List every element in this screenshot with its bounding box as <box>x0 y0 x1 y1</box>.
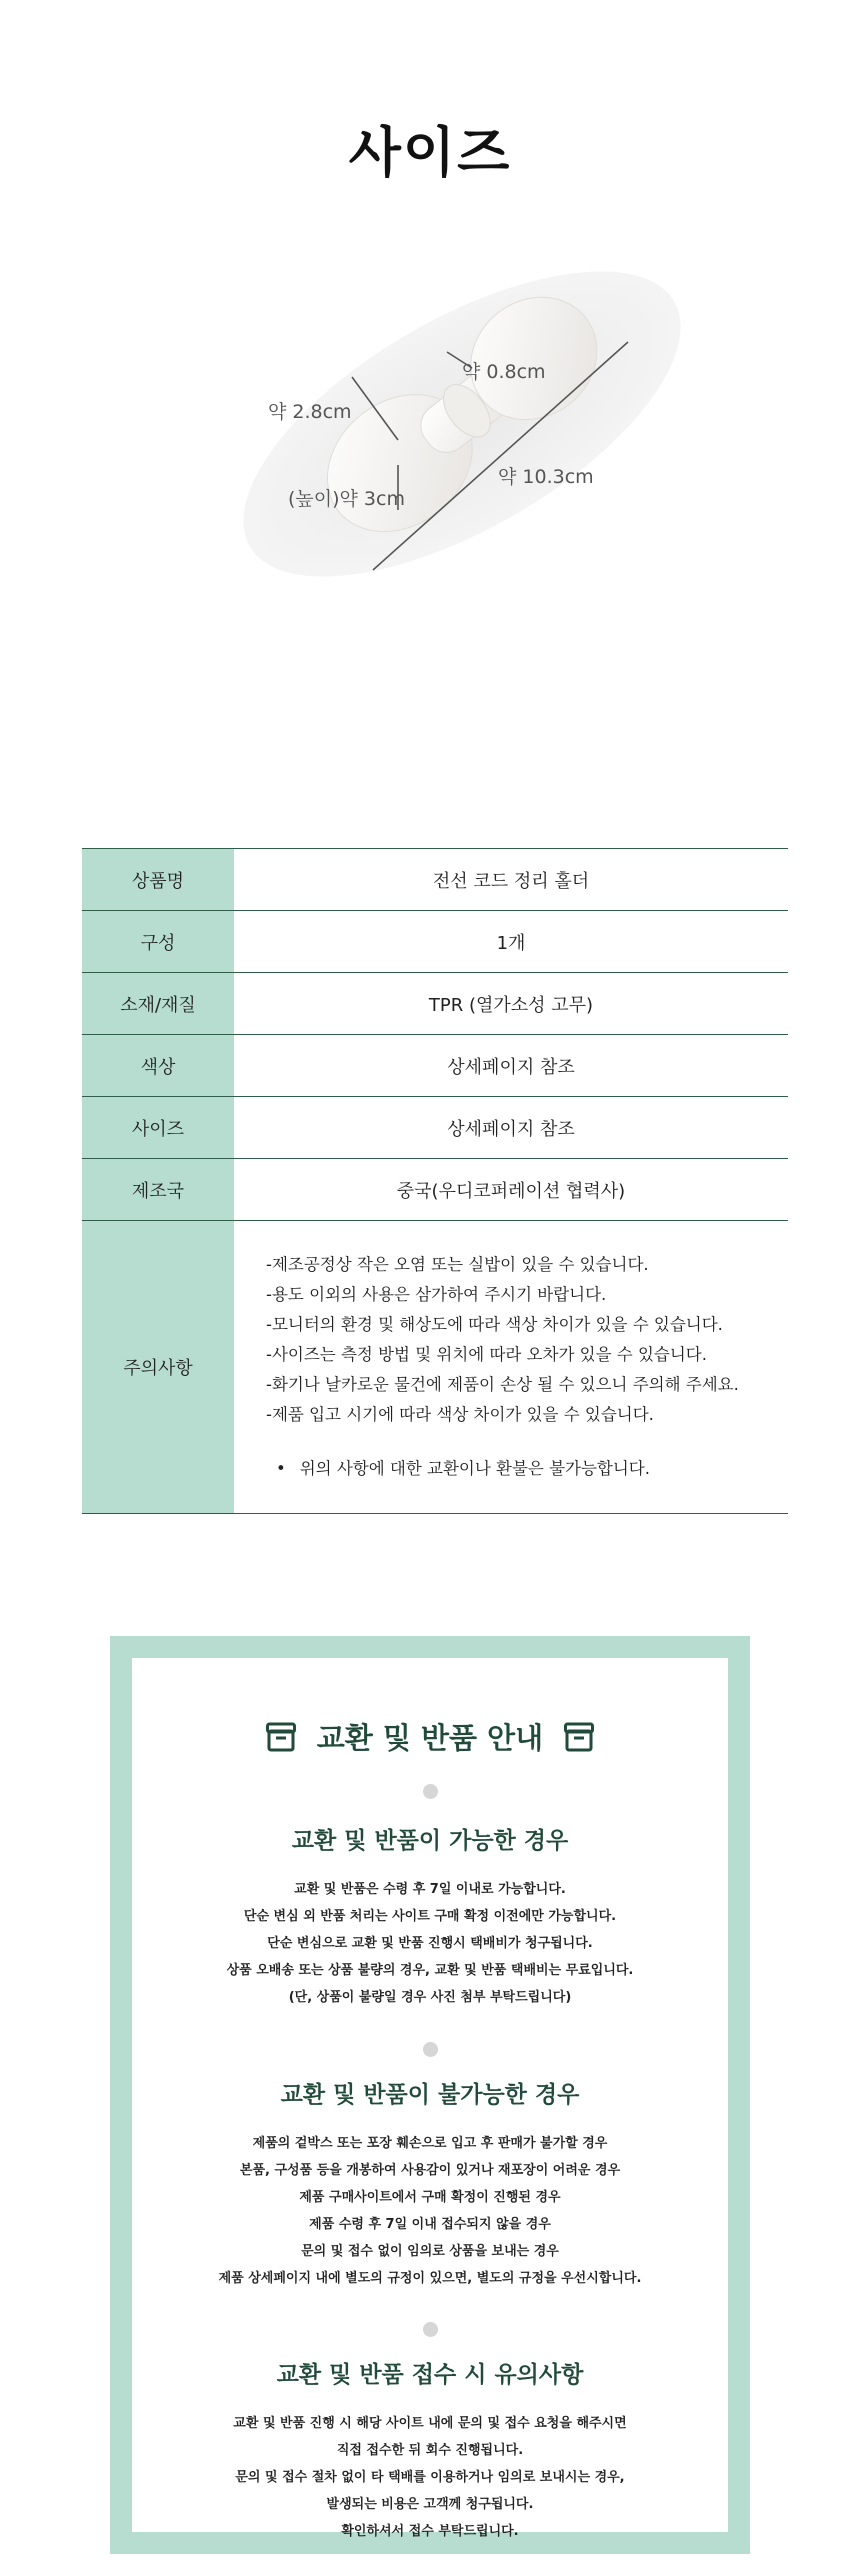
section-title-impossible: 교환 및 반품이 불가능한 경우 <box>280 2082 580 2108</box>
section-line: 본품, 구성품 등을 개봉하여 사용감이 있거나 재포장이 어려운 경우 <box>239 2163 621 2178</box>
exchange-return-inner <box>132 1658 728 2539</box>
spec-label: 소재/재질 <box>82 973 234 1035</box>
spec-row-material <box>82 973 788 1035</box>
section-body-impossible <box>132 2130 728 2292</box>
dim-length-label: 약 10.3cm <box>498 466 594 488</box>
dim-height-label: (높이)약 3cm <box>288 488 405 510</box>
spec-label: 색상 <box>82 1035 234 1097</box>
section-line: (단, 상품이 불량일 경우 사진 첨부 부탁드립니다) <box>288 1990 572 2005</box>
spec-value: 1개 <box>234 911 788 973</box>
exchange-return-box <box>110 1636 750 2554</box>
notice-line: -사이즈는 측정 방법 및 위치에 따라 오차가 있을 수 있습니다. <box>266 1345 707 1364</box>
section-body-possible <box>132 1876 728 2011</box>
spec-label: 제조국 <box>82 1159 234 1221</box>
section-line: 제품 수령 후 7일 이내 접수되지 않을 경우 <box>309 2217 551 2232</box>
section-line: 단순 변심 외 반품 처리는 사이트 구매 확정 이전에만 가능합니다. <box>243 1909 617 1924</box>
notice-cell <box>234 1221 788 1514</box>
spec-label: 구성 <box>82 911 234 973</box>
notice-line: -모니터의 환경 및 해상도에 따라 색상 차이가 있을 수 있습니다. <box>266 1315 723 1334</box>
section-line: 단순 변심으로 교환 및 반품 진행시 택배비가 청구됩니다. <box>267 1936 593 1951</box>
divider-dot <box>423 2042 438 2057</box>
spec-row-name <box>82 849 788 911</box>
section-line: 제품 구매사이트에서 구매 확정이 진행된 경우 <box>299 2190 561 2205</box>
section-line: 교환 및 반품 진행 시 해당 사이트 내에 문의 및 접수 요청을 해주시면 <box>233 2416 627 2431</box>
spec-value: 상세페이지 참조 <box>234 1097 788 1159</box>
section-body-caution <box>132 2410 728 2545</box>
section-line: 확인하셔서 접수 부탁드립니다. <box>341 2524 519 2539</box>
spec-label-notice: 주의사항 <box>82 1221 234 1514</box>
spec-value: 전선 코드 정리 홀더 <box>234 849 788 911</box>
spec-label: 사이즈 <box>82 1097 234 1159</box>
box-icon <box>564 1721 594 1753</box>
section-line: 문의 및 접수 없이 임의로 상품을 보내는 경우 <box>301 2244 559 2259</box>
notice-line: -제품 입고 시기에 따라 색상 차이가 있을 수 있습니다. <box>266 1405 654 1424</box>
size-title: 사이즈 <box>348 121 512 184</box>
divider-dot <box>423 1784 438 1799</box>
section-line: 교환 및 반품은 수령 후 7일 이내로 가능합니다. <box>294 1882 566 1897</box>
spec-label: 상품명 <box>82 849 234 911</box>
exchange-title: 교환 및 반품 안내 <box>316 1721 544 1755</box>
exchange-title-row <box>132 1716 728 1760</box>
section-line: 제품의 겉박스 또는 포장 훼손으로 입고 후 판매가 불가할 경우 <box>252 2136 608 2151</box>
box-icon <box>266 1721 296 1753</box>
notice-line: -제조공정상 작은 오염 또는 실밥이 있을 수 있습니다. <box>266 1255 649 1274</box>
spec-row-size <box>82 1097 788 1159</box>
product-size-figure <box>0 0 860 640</box>
section-line: 직접 접수한 뒤 회수 진행됩니다. <box>336 2443 524 2458</box>
spec-value: 중국(우디코퍼레이션 협력사) <box>234 1159 788 1221</box>
spec-row-origin <box>82 1159 788 1221</box>
section-line: 발생되는 비용은 고객께 청구됩니다. <box>326 2497 534 2512</box>
notice-line: -화기나 날카로운 물건에 제품이 손상 될 수 있으니 주의해 주세요. <box>266 1375 739 1394</box>
section-title-possible: 교환 및 반품이 가능한 경우 <box>291 1828 569 1854</box>
dim-gap-label: 약 0.8cm <box>462 361 546 383</box>
divider-dot <box>423 2322 438 2337</box>
notice-bullet: • 위의 사항에 대한 교환이나 환불은 불가능합니다. <box>266 1454 788 1484</box>
section-line: 상품 오배송 또는 상품 불량의 경우, 교환 및 반품 택배비는 무료입니다. <box>226 1963 634 1978</box>
spec-row-color <box>82 1035 788 1097</box>
spec-value: 상세페이지 참조 <box>234 1035 788 1097</box>
spec-table <box>82 848 788 1514</box>
section-line: 제품 상세페이지 내에 별도의 규정이 있으면, 별도의 규정을 우선시합니다. <box>218 2271 642 2286</box>
spec-row-notice <box>82 1221 788 1514</box>
section-line: 문의 및 접수 절차 없이 타 택배를 이용하거나 임의로 보내시는 경우, <box>235 2470 625 2485</box>
section-title-caution: 교환 및 반품 접수 시 유의사항 <box>276 2362 584 2388</box>
spec-row-composition <box>82 911 788 973</box>
dim-width-label: 약 2.8cm <box>268 401 352 423</box>
notice-line: -용도 이외의 사용은 삼가하여 주시기 바랍니다. <box>266 1285 607 1304</box>
spec-value: TPR (열가소성 고무) <box>234 973 788 1035</box>
